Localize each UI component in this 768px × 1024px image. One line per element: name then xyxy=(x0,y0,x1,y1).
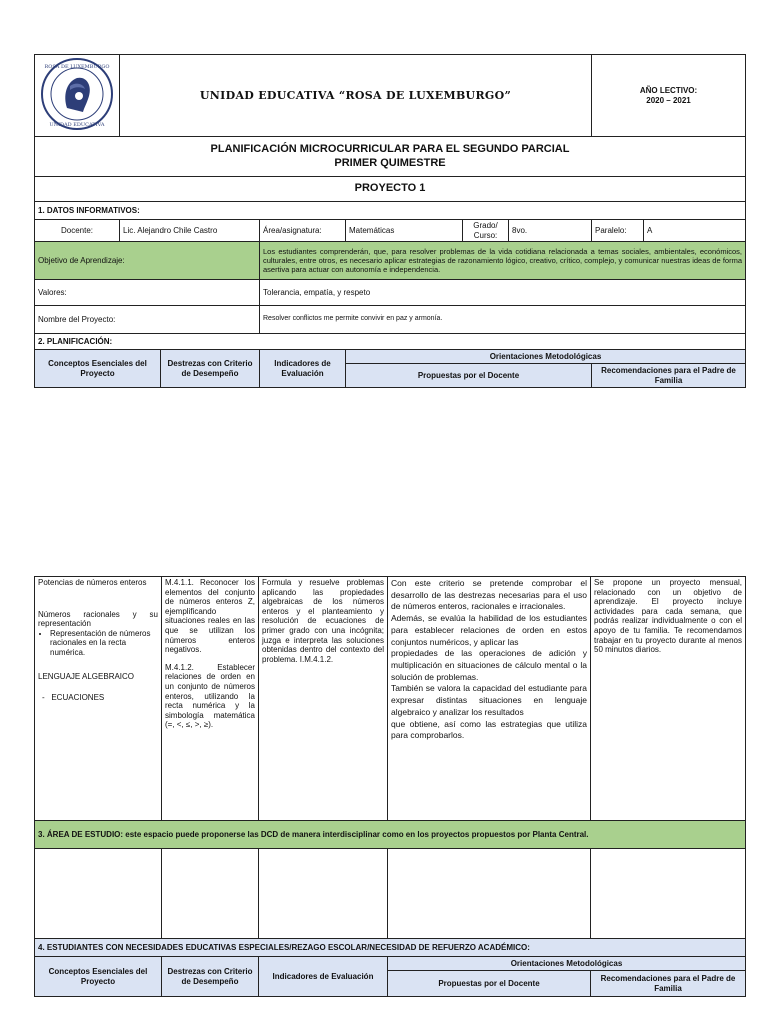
proyecto-label: Nombre del Proyecto: xyxy=(35,306,260,334)
grado-value: 8vo. xyxy=(509,220,592,242)
valores-value: Tolerancia, empatía, y respeto xyxy=(260,280,746,306)
col-orientaciones: Orientaciones Metodológicas xyxy=(346,350,746,364)
paralelo-label: Paralelo: xyxy=(592,220,644,242)
area-value: Matemáticas xyxy=(346,220,463,242)
empty-cell-5 xyxy=(591,849,746,939)
docente-p4: También se valora la capacidad del estudiante para expresar distintas situaciones en lenguaje algebraico y analizar los resultados xyxy=(391,683,587,717)
empty-cell-4 xyxy=(388,849,591,939)
empty-cell-1 xyxy=(35,849,162,939)
project-title: PROYECTO 1 xyxy=(35,177,746,202)
nee-col-destrezas: Destrezas con Criterio de Desempeño xyxy=(162,957,259,997)
valores-label: Valores: xyxy=(35,280,260,306)
docente-cell xyxy=(388,577,591,821)
title-line2: PRIMER QUIMESTRE xyxy=(334,156,446,169)
logo-cell xyxy=(35,55,120,137)
padre-cell: Se propone un proyecto mensual, relacionado con un objetivo de aprendizaje. El proyecto incluye actividades para cada semana, que podrás realizar individualmente o con el apoyo de tu familia. Te recomendamos trabajar en tu proyecto durante al menos 50 minutos diarios. xyxy=(591,577,746,821)
objetivo-label: Objetivo de Aprendizaje: xyxy=(35,242,260,280)
indicadores-cell: Formula y resuelve problemas aplicando las propiedades algebraicas de los números enteros y el planteamiento y resolución de ecuaciones de primer grado con una incógnita; juzga e interpreta las soluciones obtenidas dentro del contexto del problema. I.M.4.1.2. xyxy=(259,577,388,821)
concepto-potencias: Potencias de números enteros xyxy=(38,578,147,587)
logo-text-bottom: UNIDAD EDUCATIVA xyxy=(49,122,105,129)
docente-p3: propiedades de las operaciones de adición y multiplicación en situaciones de cálculo mental o la solución de problemas. xyxy=(391,648,587,682)
col-destrezas: Destrezas con Criterio de Desempeño xyxy=(161,350,260,388)
necesidades-section-title: 4. ESTUDIANTES CON NECESIDADES EDUCATIVAS ESPECIALES/REZAGO ESCOLAR/NECESIDAD DE REFUERZO ACADÉMICO: xyxy=(35,939,746,957)
concepto-ecuaciones: ECUACIONES xyxy=(51,693,105,703)
school-logo-icon xyxy=(39,56,115,132)
proyecto-value: Resolver conflictos me permite convivir en paz y armonía. xyxy=(260,306,746,334)
col-indicadores: Indicadores de Evaluación xyxy=(260,350,346,388)
datos-section-title: 1. DATOS INFORMATIVOS: xyxy=(35,202,746,220)
concepto-representacion: • Representación de números racionales en la recta numérica. xyxy=(50,629,158,658)
school-name: UNIDAD EDUCATIVA “ROSA DE LUXEMBURGO” xyxy=(120,55,592,137)
empty-cell-2 xyxy=(162,849,259,939)
planning-title xyxy=(35,137,746,177)
nee-col-conceptos: Conceptos Esenciales del Proyecto xyxy=(35,957,162,997)
docente-label: Docente: xyxy=(35,220,120,242)
concepto-lenguaje: LENGUAJE ALGEBRAICO xyxy=(38,671,135,681)
docente-value: Lic. Alejandro Chile Castro xyxy=(120,220,260,242)
header-table xyxy=(34,54,746,388)
col-conceptos: Conceptos Esenciales del Proyecto xyxy=(35,350,161,388)
title-line1: PLANIFICACIÓN MICROCURRICULAR PARA EL SEGUNDO PARCIAL xyxy=(210,143,570,156)
conceptos-cell: Potencias de números enteros Números racionales y su representación • Representación de números racionales en la recta numérica. LENGUAJE ALGEBRAICO - ECUACIONES xyxy=(35,577,162,821)
academic-year-cell xyxy=(592,55,746,137)
empty-cell-3 xyxy=(259,849,388,939)
year-value: 2020 – 2021 xyxy=(646,95,691,105)
nee-col-padre: Recomendaciones para el Padre de Familia xyxy=(591,971,746,997)
docente-p1: Con este criterio se pretende comprobar el desarrollo de las destrezas necesarias para el uso de números enteros, racionales e irracionales. xyxy=(391,578,587,612)
paralelo-value: A xyxy=(644,220,746,242)
year-label: AÑO LECTIVO: xyxy=(639,85,698,95)
area-estudio: 3. ÁREA DE ESTUDIO: este espacio puede proponerse las DCD de manera interdisciplinar como en los proyectos propuestos por Planta Central. xyxy=(35,821,746,849)
nee-col-docente: Propuestas por el Docente xyxy=(388,971,591,997)
destreza-m412: M.4.1.2. Establecer relaciones de orden en un conjunto de números enteros, utilizando la recta numérica y la simbología matemática (=, <, ≤, >, ≥). xyxy=(165,662,255,730)
destreza-m411: M.4.1.1. Reconocer los elementos del conjunto de números enteros Z, ejemplificando situaciones reales en las que se utilizan los números enteros negativos. xyxy=(165,578,255,655)
docente-p2: Además, se evalúa la habilidad de los estudiantes para establecer relaciones de orden en estos conjuntos numéricos, y aplicar las xyxy=(391,613,587,647)
grado-label: Grado/ Curso: xyxy=(463,220,509,242)
planificacion-section-title: 2. PLANIFICACIÓN: xyxy=(35,334,746,350)
docente-p5: que obtiene, así como las estrategias que utiliza para comprobarlos. xyxy=(391,718,587,741)
concepto-racionales: Números racionales y su representación xyxy=(38,609,158,629)
nee-col-indicadores: Indicadores de Evaluación xyxy=(259,957,388,997)
objetivo-value: Los estudiantes comprenderán, que, para resolver problemas de la vida cotidiana relacionada a temas sociales, ambientales, económicos, culturales, entre otros, es necesario aplicar estrategias de razonamiento lógico, creativo, crítico, complejo, y comunicar nuestras ideas de forma asertiva para actuar con autonomía e independencia. xyxy=(260,242,746,280)
nee-col-orientaciones: Orientaciones Metodológicas xyxy=(388,957,746,971)
destrezas-cell xyxy=(162,577,259,821)
content-table xyxy=(34,576,746,997)
col-padre: Recomendaciones para el Padre de Familia xyxy=(592,364,746,388)
col-docente: Propuestas por el Docente xyxy=(346,364,592,388)
area-label: Área/asignatura: xyxy=(260,220,346,242)
logo-text-top: ROSA DE LUXEMBURGO xyxy=(44,64,110,71)
